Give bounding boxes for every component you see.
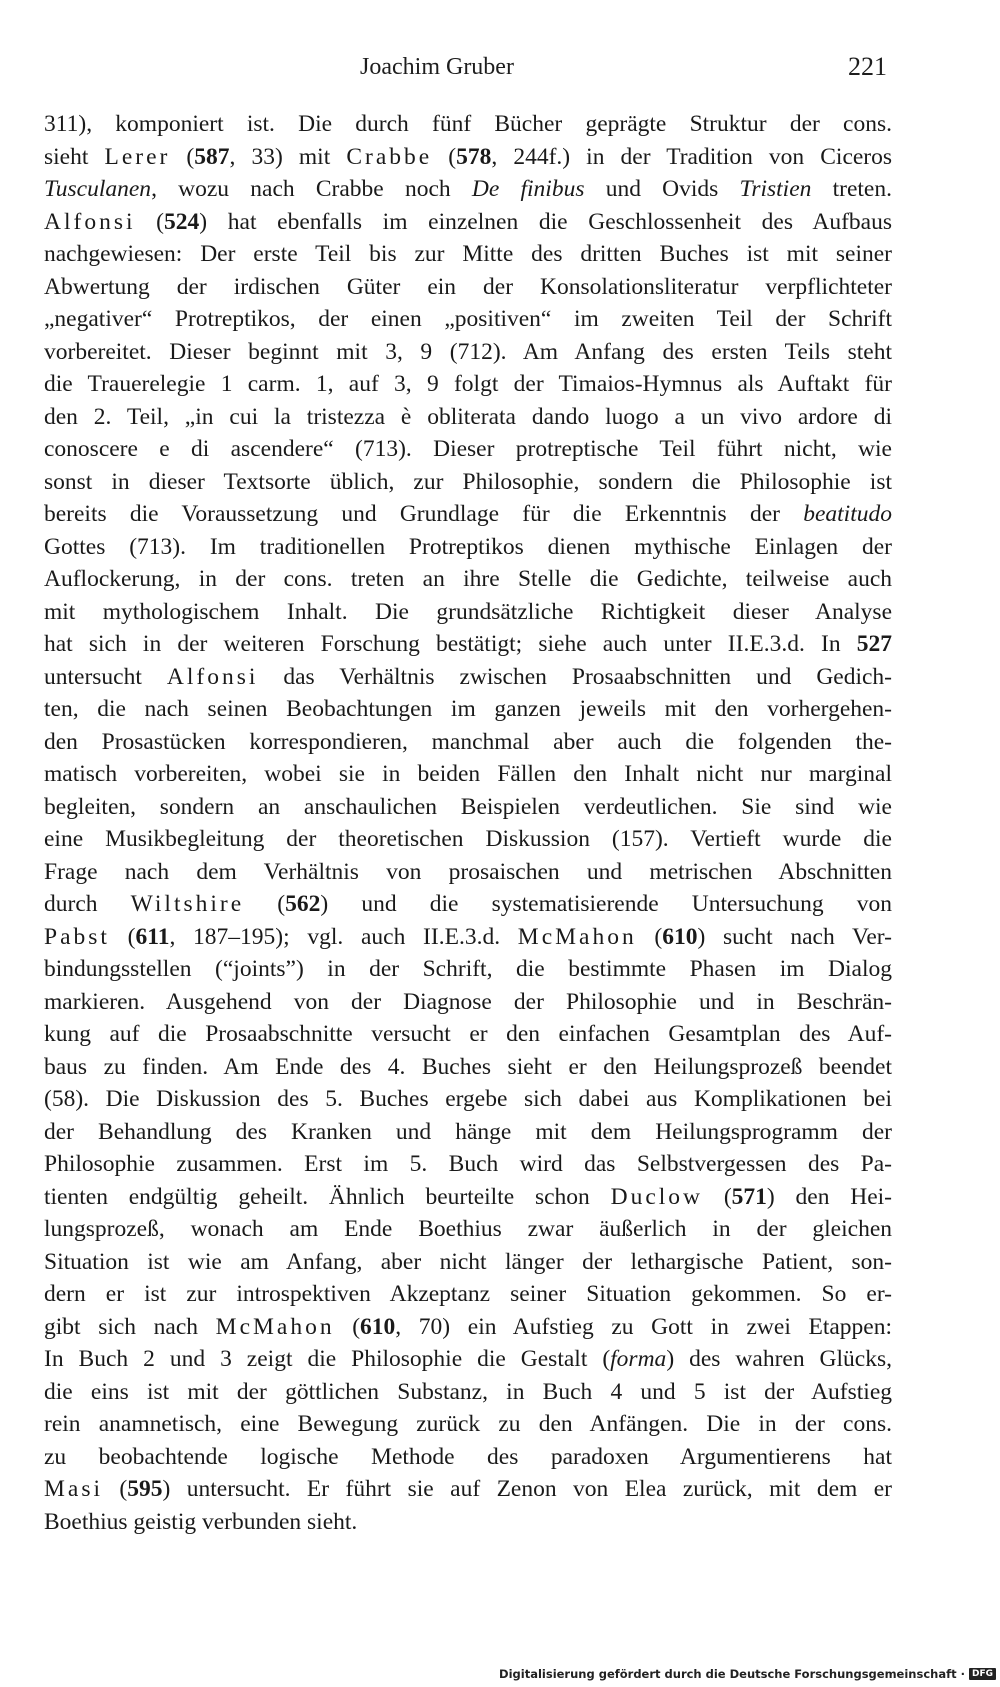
- text-line: [44, 466, 892, 499]
- text-span: (: [103, 1476, 128, 1502]
- text-span: bindungsstellen (“joints”) in der Schrift, die bestimmte Phasen im Dialog: [44, 956, 892, 982]
- text-span: Auflockerung, in der cons. treten an ihre Stelle die Gedichte, teilweise auch: [44, 566, 892, 592]
- text-span: das Verhältnis zwischen Prosaabschnitten und Gedich-: [258, 663, 893, 690]
- text-line: [44, 1506, 892, 1539]
- page-header: [0, 50, 1000, 90]
- text-span: (: [170, 143, 195, 170]
- text-span: „negativer“ Protreptikos, der einen „positiven“ im zweiten Teil der Schrift: [44, 306, 892, 332]
- text-line: [44, 303, 892, 336]
- text-span: , 187–195); vgl. auch II.E.3.d.: [169, 923, 518, 950]
- text-line: [44, 498, 892, 531]
- text-span: kung auf die Prosaabschnitte versucht er den einfachen Gesamtplan des Auf-: [44, 1021, 892, 1047]
- author-name: McMahon: [215, 1313, 335, 1340]
- text-span: gibt sich nach: [44, 1313, 216, 1340]
- text-span: Gottes (713). Im traditionellen Protreptikos dienen mythische Einlagen der: [44, 533, 892, 560]
- text-span: der Behandlung des Kranken und hänge mit dem Heilungsprogramm der: [44, 1118, 892, 1145]
- text-line: [44, 368, 892, 401]
- italic-title: Tristien: [739, 176, 812, 202]
- text-line: [44, 531, 892, 564]
- dfg-logo: DFG: [969, 1668, 996, 1680]
- text-span: nachgewiesen: Der erste Teil bis zur Mitte des dritten Buches ist mit seiner: [44, 241, 892, 267]
- text-span: tienten endgültig geheilt. Ähnlich beurteilte schon: [44, 1183, 611, 1210]
- body-paragraph: [44, 108, 892, 1538]
- text-span: den Prosastücken korrespondieren, manchmal aber auch die folgenden the-: [44, 728, 892, 755]
- text-line: [44, 1408, 892, 1441]
- text-span: matisch vorbereiten, wobei sie in beiden Fällen den Inhalt nicht nur marginal: [44, 761, 892, 787]
- author-name: McMahon: [517, 923, 637, 950]
- reference-number: 527: [856, 631, 892, 657]
- author-name: Pabst: [44, 923, 110, 950]
- text-line: [44, 1246, 892, 1279]
- text-line: [44, 1311, 892, 1344]
- reference-number: 611: [135, 923, 170, 950]
- text-span: (: [334, 1313, 361, 1340]
- text-span: In Buch 2 und 3 zeigt die Philosophie die Gestalt (: [44, 1346, 611, 1372]
- text-line: [44, 953, 892, 986]
- text-span: (58). Die Diskussion des 5. Buches ergebe sich dabei aus Komplikationen bei: [44, 1086, 892, 1112]
- text-line: [44, 1116, 892, 1149]
- text-line: [44, 758, 892, 791]
- text-line: [44, 661, 892, 694]
- text-span: Frage nach dem Verhältnis von prosaischen und metrischen Abschnitten: [44, 858, 892, 885]
- author-name: Crabbe: [346, 143, 433, 170]
- text-span: , 70) ein Aufstieg zu Gott in zwei Etappen:: [395, 1313, 893, 1340]
- text-span: ) und die systematisierende Untersuchung von: [320, 891, 892, 917]
- text-span: (: [244, 891, 286, 917]
- text-span: treten.: [811, 176, 892, 202]
- reference-number: 610: [662, 923, 698, 950]
- italic-title: Tusculanen: [44, 176, 152, 202]
- text-span: lungsprozeß, wonach am Ende Boethius zwar äußerlich in der gleichen: [44, 1216, 892, 1242]
- text-span: Philosophie zusammen. Erst im 5. Buch wird das Selbstvergessen des Pa-: [44, 1151, 892, 1177]
- page-number: 221: [848, 52, 887, 81]
- author-name: Alfonsi: [44, 208, 136, 235]
- text-span: 311), komponiert ist. Die durch fünf Bücher geprägte Struktur der cons.: [44, 111, 892, 137]
- text-span: , wozu nach Crabbe noch: [151, 176, 472, 202]
- text-span: , 33) mit: [229, 143, 347, 170]
- author-name: Alfonsi: [166, 663, 259, 690]
- text-span: die eins ist mit der göttlichen Substanz, in Buch 4 und 5 ist der Aufstieg: [44, 1378, 892, 1405]
- reference-number: 610: [360, 1313, 396, 1340]
- text-line: [44, 1343, 892, 1376]
- italic-title: forma: [610, 1346, 667, 1372]
- text-line: [44, 238, 892, 271]
- text-line: [44, 1441, 892, 1474]
- text-span: Situation ist wie am Anfang, aber nicht länger der lethargische Patient, son-: [44, 1248, 892, 1275]
- text-span: baus zu finden. Am Ende des 4. Buches sieht er den Heilungsprozeß beendet: [44, 1053, 892, 1080]
- text-span: bereits die Voraussetzung und Grundlage für die Erkenntnis der: [44, 501, 804, 527]
- text-span: ) hat ebenfalls im einzelnen die Geschlossenheit des Aufbaus: [199, 208, 892, 235]
- text-span: eine Musikbegleitung der theoretischen Diskussion (157). Vertieft wurde die: [44, 826, 892, 852]
- text-line: [44, 1376, 892, 1409]
- author-name: Masi: [44, 1476, 103, 1502]
- text-span: Abwertung der irdischen Güter ein der Konsolationsliteratur verpflichteter: [44, 273, 892, 300]
- text-span: ) des wahren Glücks,: [666, 1346, 892, 1372]
- italic-title: De finibus: [471, 176, 585, 202]
- text-span: ) den Hei-: [766, 1183, 893, 1210]
- text-line: [44, 401, 892, 434]
- text-span: durch: [44, 891, 131, 917]
- text-line: [44, 1051, 892, 1084]
- text-line: [44, 1181, 892, 1214]
- text-line: [44, 141, 892, 174]
- text-line: [44, 433, 892, 466]
- text-line: [44, 108, 892, 141]
- text-line: [44, 596, 892, 629]
- reference-number: 587: [194, 143, 230, 170]
- footer-text: Digitalisierung gefördert durch die Deutsche Forschungsgemeinschaft ·: [499, 1667, 965, 1681]
- text-span: conoscere e di ascendere“ (713). Dieser protreptische Teil führt nicht, wie: [44, 436, 892, 462]
- text-span: und Ovids: [584, 176, 740, 202]
- text-span: markieren. Ausgehend von der Diagnose der Philosophie und in Beschrän-: [44, 988, 892, 1015]
- text-line: [44, 173, 892, 206]
- text-line: [44, 856, 892, 889]
- text-span: (: [432, 143, 457, 170]
- italic-title: beatitudo: [803, 501, 892, 527]
- text-span: ten, die nach seinen Beobachtungen im ganzen jeweils mit den vorhergehen-: [44, 696, 892, 722]
- text-span: mit mythologischem Inhalt. Die grundsätzliche Richtigkeit dieser Analyse: [44, 598, 892, 625]
- author-name: Duclow: [610, 1183, 704, 1210]
- text-span: (: [109, 923, 136, 950]
- text-span: (: [135, 208, 165, 235]
- text-line: [44, 1213, 892, 1246]
- text-span: hat sich in der weiteren Forschung bestätigt; siehe auch unter II.E.3.d. In: [44, 631, 857, 657]
- reference-number: 578: [456, 143, 492, 170]
- text-line: [44, 1148, 892, 1181]
- text-span: den 2. Teil, „in cui la tristezza è obliterata dando luogo a un vivo ardore di: [44, 403, 892, 430]
- text-line: [44, 1083, 892, 1116]
- text-span: vorbereitet. Dieser beginnt mit 3, 9 (712). Am Anfang des ersten Teils steht: [44, 338, 892, 365]
- text-span: begleiten, sondern an anschaulichen Beispielen verdeutlichen. Sie sind wie: [44, 793, 892, 820]
- reference-number: 524: [164, 208, 200, 235]
- text-span: ) untersucht. Er führt sie auf Zenon von Elea zurück, mit dem er: [162, 1476, 892, 1502]
- reference-number: 595: [127, 1476, 163, 1502]
- text-line: [44, 823, 892, 856]
- author-name: Wiltshire: [130, 891, 245, 917]
- text-span: die Trauerelegie 1 carm. 1, auf 3, 9 folgt der Timaios-Hymnus als Auftakt für: [44, 371, 892, 397]
- text-span: (: [636, 923, 663, 950]
- text-span: sieht: [44, 143, 105, 170]
- text-line: [44, 986, 892, 1019]
- text-span: Boethius geistig verbunden sieht.: [44, 1508, 358, 1535]
- text-span: dern er ist zur introspektiven Akzeptanz seiner Situation gekommen. So er-: [44, 1281, 892, 1307]
- running-head: Joachim Gruber: [360, 54, 514, 80]
- text-line: [44, 563, 892, 596]
- text-line: [44, 336, 892, 369]
- text-span: zu beobachtende logische Methode des paradoxen Argumentierens hat: [44, 1443, 892, 1470]
- text-span: , 244f.) in der Tradition von Ciceros: [491, 143, 893, 170]
- footer-credit: [499, 1667, 996, 1681]
- text-span: (: [703, 1183, 732, 1210]
- text-line: [44, 921, 892, 954]
- text-line: [44, 726, 892, 759]
- author-name: Lerer: [104, 143, 171, 170]
- text-span: sonst in dieser Textsorte üblich, zur Philosophie, sondern die Philosophie ist: [44, 468, 892, 495]
- text-line: [44, 271, 892, 304]
- text-line: [44, 693, 892, 726]
- text-line: [44, 888, 892, 921]
- text-line: [44, 628, 892, 661]
- text-line: [44, 1473, 892, 1506]
- text-line: [44, 206, 892, 239]
- reference-number: 571: [731, 1183, 767, 1210]
- text-span: rein anamnetisch, eine Bewegung zurück zu den Anfängen. Die in der cons.: [44, 1411, 892, 1437]
- text-span: untersucht: [44, 663, 167, 690]
- reference-number: 562: [285, 891, 321, 917]
- text-line: [44, 1278, 892, 1311]
- text-line: [44, 1018, 892, 1051]
- text-span: ) sucht nach Ver-: [697, 923, 892, 950]
- text-line: [44, 791, 892, 824]
